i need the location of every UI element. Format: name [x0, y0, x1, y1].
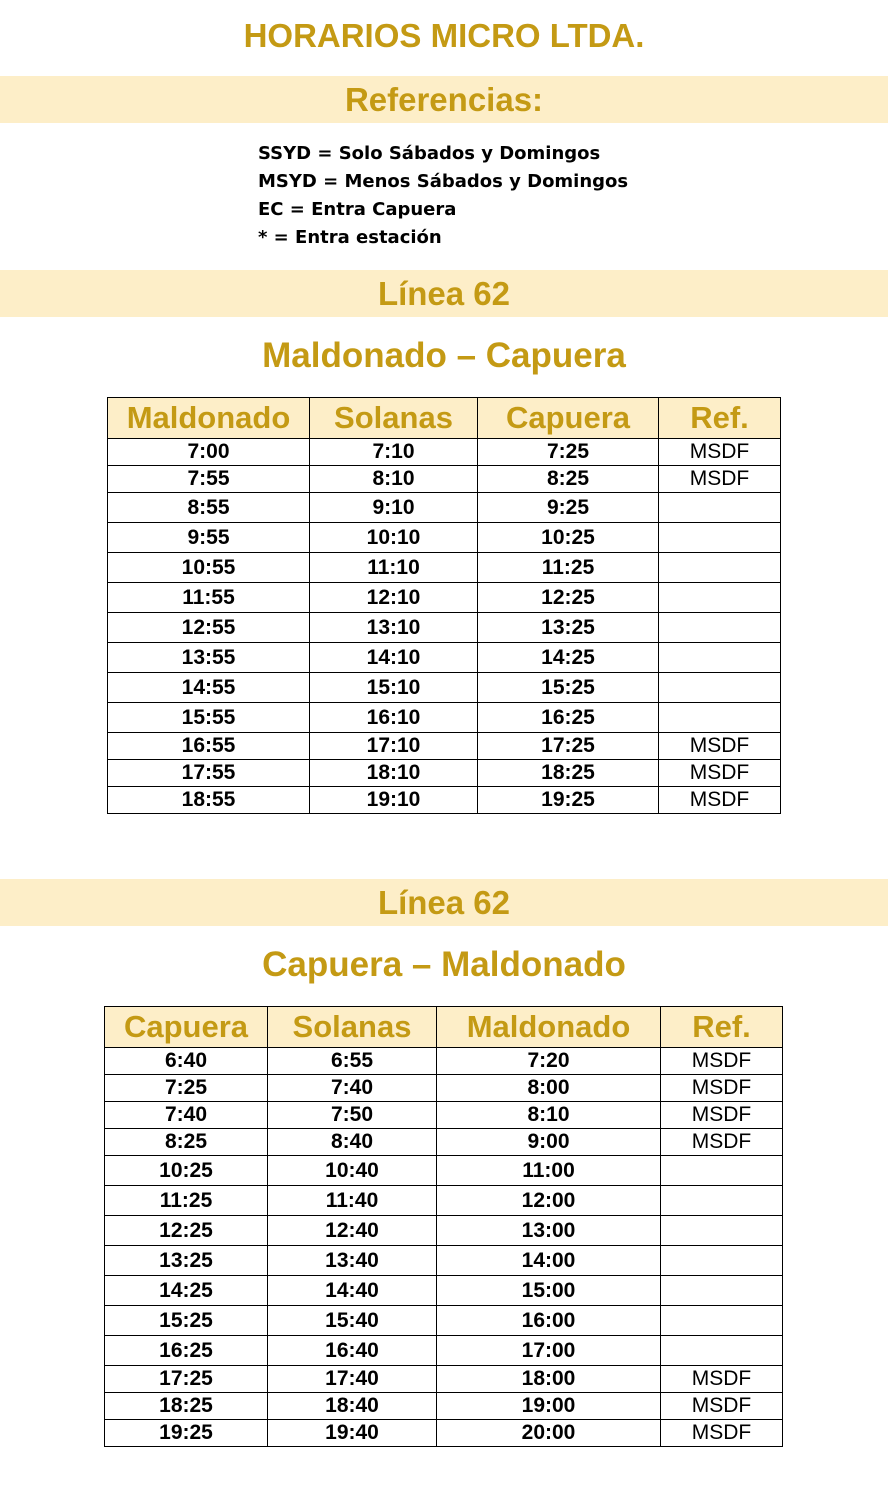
- time-cell: 18:40: [268, 1393, 437, 1420]
- schedule-body-2: [105, 1048, 783, 1447]
- ref-cell: [661, 1246, 783, 1276]
- time-cell: 13:25: [105, 1246, 268, 1276]
- time-cell: 13:25: [478, 613, 659, 643]
- time-cell: 19:00: [437, 1393, 661, 1420]
- ref-cell: MSDF: [661, 1075, 783, 1102]
- column-header: Ref.: [661, 1007, 783, 1048]
- time-cell: 12:55: [108, 613, 310, 643]
- table-row: [108, 523, 781, 553]
- table-row: [105, 1420, 783, 1447]
- column-header: Maldonado: [108, 398, 310, 439]
- time-cell: 17:10: [310, 733, 478, 760]
- time-cell: 10:25: [105, 1156, 268, 1186]
- time-cell: 16:40: [268, 1336, 437, 1366]
- schedule-table-1: [107, 397, 781, 814]
- time-cell: 19:10: [310, 787, 478, 814]
- time-cell: 13:40: [268, 1246, 437, 1276]
- table-row: [105, 1366, 783, 1393]
- table-row: [108, 553, 781, 583]
- time-cell: 18:00: [437, 1366, 661, 1393]
- table-row: [105, 1216, 783, 1246]
- time-cell: 9:00: [437, 1129, 661, 1156]
- time-cell: 17:25: [105, 1366, 268, 1393]
- time-cell: 19:25: [478, 787, 659, 814]
- time-cell: 11:00: [437, 1156, 661, 1186]
- column-header: Capuera: [478, 398, 659, 439]
- reference-item: * = Entra estación: [258, 227, 442, 248]
- schedule-body-1: [108, 439, 781, 814]
- ref-cell: [661, 1306, 783, 1336]
- references-list: [258, 140, 628, 252]
- table-row: [108, 493, 781, 523]
- time-cell: 12:00: [437, 1186, 661, 1216]
- column-header: Maldonado: [437, 1007, 661, 1048]
- ref-cell: [659, 613, 781, 643]
- table-row: [105, 1336, 783, 1366]
- time-cell: 10:10: [310, 523, 478, 553]
- table-row: [105, 1102, 783, 1129]
- time-cell: 16:25: [105, 1336, 268, 1366]
- table-row: [105, 1156, 783, 1186]
- time-cell: 7:50: [268, 1102, 437, 1129]
- ref-cell: MSDF: [659, 787, 781, 814]
- time-cell: 17:55: [108, 760, 310, 787]
- time-cell: 14:10: [310, 643, 478, 673]
- time-cell: 8:25: [105, 1129, 268, 1156]
- time-cell: 12:40: [268, 1216, 437, 1246]
- time-cell: 14:25: [478, 643, 659, 673]
- route-title-2: Capuera – Maldonado: [262, 945, 626, 984]
- time-cell: 6:40: [105, 1048, 268, 1075]
- ref-cell: [661, 1276, 783, 1306]
- time-cell: 18:25: [478, 760, 659, 787]
- table-row: [108, 733, 781, 760]
- time-cell: 14:00: [437, 1246, 661, 1276]
- time-cell: 7:55: [108, 466, 310, 493]
- time-cell: 8:10: [310, 466, 478, 493]
- table-row: [108, 703, 781, 733]
- time-cell: 11:25: [478, 553, 659, 583]
- ref-cell: MSDF: [659, 733, 781, 760]
- time-cell: 15:10: [310, 673, 478, 703]
- time-cell: 7:40: [105, 1102, 268, 1129]
- time-cell: 10:55: [108, 553, 310, 583]
- time-cell: 14:25: [105, 1276, 268, 1306]
- table-row: [108, 583, 781, 613]
- ref-cell: MSDF: [661, 1366, 783, 1393]
- ref-cell: [661, 1336, 783, 1366]
- ref-cell: MSDF: [661, 1102, 783, 1129]
- ref-cell: MSDF: [659, 439, 781, 466]
- table-row: [108, 673, 781, 703]
- time-cell: 19:40: [268, 1420, 437, 1447]
- ref-cell: MSDF: [659, 466, 781, 493]
- time-cell: 17:40: [268, 1366, 437, 1393]
- ref-cell: MSDF: [661, 1129, 783, 1156]
- table-row: [105, 1276, 783, 1306]
- page-title: HORARIOS MICRO LTDA.: [243, 17, 645, 54]
- ref-cell: [659, 493, 781, 523]
- time-cell: 11:55: [108, 583, 310, 613]
- ref-cell: [659, 643, 781, 673]
- ref-cell: MSDF: [661, 1420, 783, 1447]
- line-heading-2: Línea 62: [0, 879, 888, 926]
- time-cell: 18:10: [310, 760, 478, 787]
- time-cell: 10:25: [478, 523, 659, 553]
- time-cell: 8:00: [437, 1075, 661, 1102]
- time-cell: 19:25: [105, 1420, 268, 1447]
- schedule-table-2: [104, 1006, 783, 1447]
- ref-cell: [659, 553, 781, 583]
- ref-cell: MSDF: [661, 1048, 783, 1075]
- time-cell: 12:25: [478, 583, 659, 613]
- time-cell: 8:55: [108, 493, 310, 523]
- time-cell: 16:10: [310, 703, 478, 733]
- table-row: [108, 787, 781, 814]
- time-cell: 14:55: [108, 673, 310, 703]
- time-cell: 10:40: [268, 1156, 437, 1186]
- table-row: [105, 1393, 783, 1420]
- table-row: [108, 643, 781, 673]
- reference-item: EC = Entra Capuera: [258, 199, 457, 220]
- ref-cell: [659, 583, 781, 613]
- route-title-1: Maldonado – Capuera: [262, 336, 626, 375]
- time-cell: 14:40: [268, 1276, 437, 1306]
- time-cell: 20:00: [437, 1420, 661, 1447]
- time-cell: 9:10: [310, 493, 478, 523]
- ref-cell: [659, 673, 781, 703]
- time-cell: 9:55: [108, 523, 310, 553]
- time-cell: 11:10: [310, 553, 478, 583]
- time-cell: 13:55: [108, 643, 310, 673]
- time-cell: 8:25: [478, 466, 659, 493]
- time-cell: 15:25: [478, 673, 659, 703]
- column-header: Ref.: [659, 398, 781, 439]
- ref-cell: [659, 703, 781, 733]
- time-cell: 13:00: [437, 1216, 661, 1246]
- time-cell: 12:25: [105, 1216, 268, 1246]
- table-row: [105, 1246, 783, 1276]
- table-row: [108, 466, 781, 493]
- time-cell: 18:25: [105, 1393, 268, 1420]
- time-cell: 6:55: [268, 1048, 437, 1075]
- ref-cell: [659, 523, 781, 553]
- time-cell: 17:00: [437, 1336, 661, 1366]
- table-row: [105, 1306, 783, 1336]
- time-cell: 15:40: [268, 1306, 437, 1336]
- time-cell: 8:10: [437, 1102, 661, 1129]
- table-row: [108, 613, 781, 643]
- ref-cell: MSDF: [661, 1393, 783, 1420]
- time-cell: 11:25: [105, 1186, 268, 1216]
- time-cell: 8:40: [268, 1129, 437, 1156]
- ref-cell: MSDF: [659, 760, 781, 787]
- line-heading-1: Línea 62: [0, 270, 888, 317]
- time-cell: 7:40: [268, 1075, 437, 1102]
- table-row: [108, 760, 781, 787]
- table-row: [105, 1129, 783, 1156]
- table-row: [105, 1075, 783, 1102]
- reference-item: SSYD = Solo Sábados y Domingos: [258, 143, 601, 164]
- time-cell: 9:25: [478, 493, 659, 523]
- time-cell: 7:10: [310, 439, 478, 466]
- time-cell: 7:25: [478, 439, 659, 466]
- time-cell: 15:25: [105, 1306, 268, 1336]
- time-cell: 7:00: [108, 439, 310, 466]
- time-cell: 13:10: [310, 613, 478, 643]
- ref-cell: [661, 1156, 783, 1186]
- time-cell: 7:20: [437, 1048, 661, 1075]
- time-cell: 16:55: [108, 733, 310, 760]
- ref-cell: [661, 1216, 783, 1246]
- time-cell: 18:55: [108, 787, 310, 814]
- table-row: [108, 439, 781, 466]
- time-cell: 15:00: [437, 1276, 661, 1306]
- column-header: Solanas: [268, 1007, 437, 1048]
- references-heading: Referencias:: [0, 76, 888, 123]
- time-cell: 15:55: [108, 703, 310, 733]
- time-cell: 7:25: [105, 1075, 268, 1102]
- column-header: Solanas: [310, 398, 478, 439]
- ref-cell: [661, 1186, 783, 1216]
- table-row: [105, 1048, 783, 1075]
- column-header: Capuera: [105, 1007, 268, 1048]
- time-cell: 16:00: [437, 1306, 661, 1336]
- time-cell: 16:25: [478, 703, 659, 733]
- table-row: [105, 1186, 783, 1216]
- time-cell: 17:25: [478, 733, 659, 760]
- time-cell: 11:40: [268, 1186, 437, 1216]
- time-cell: 12:10: [310, 583, 478, 613]
- reference-item: MSYD = Menos Sábados y Domingos: [258, 171, 629, 192]
